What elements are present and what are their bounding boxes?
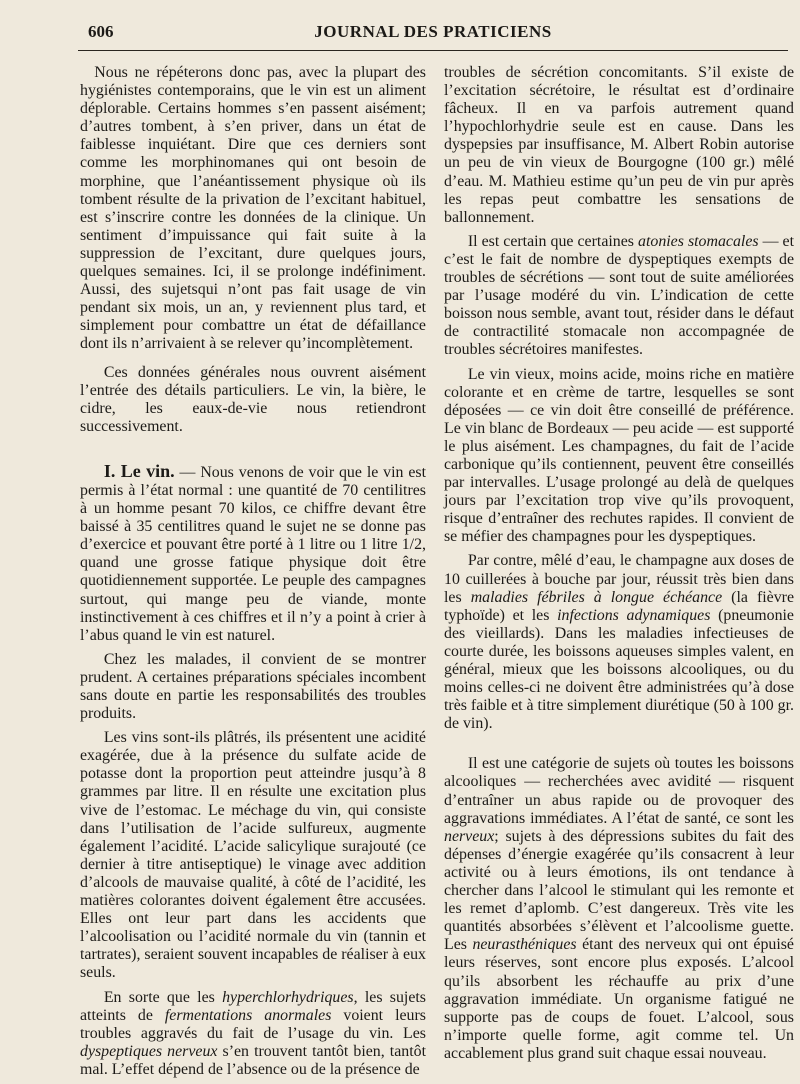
paragraph-text: (la fièvre typhoïde) et les <box>444 588 795 624</box>
right-column <box>444 64 794 1063</box>
paragraph <box>444 755 794 1063</box>
paragraph-text: s’en trouvent tantôt bien, tantôt mal. L’effet dépend de l’absence ou de la présence de <box>80 1042 426 1078</box>
italic-term: hyperchlorhydriques <box>222 988 354 1006</box>
italic-term: nerveux <box>444 827 495 845</box>
italic-term: atonies stomacales <box>638 232 759 250</box>
italic-term: dyspeptiques nerveux <box>80 1042 218 1060</box>
paragraph-text: Par contre, mêlé d’eau, le champagne aux doses de 10 cuillerées à bouche par jour, réussit très bien dans les <box>444 552 794 606</box>
paragraph: Le vin vieux, moins acide, moins riche en matière colorante et en crème de tartre, lesquelles se sont déposées — ce vin doit être conseillé de préférence. Le vin blanc de Bordeaux — peu acide — est supporté le plus aisément. Les champagnes, du fait de l’acide carbonique qu’ils contiennent, peuvent être conseillés par intervalles. L’usage prolongé au delà de quelques jours par l’excitation trop vive qu’ils provoquent, risque d’entraîner des rechutes rapides. Il convient de se méfier des champagnes pour les dyspeptiques. <box>444 365 794 546</box>
paragraph-text: voient leurs troubles aggravés du fait de l’usage du vin. Les <box>80 1006 426 1042</box>
journal-title: JOURNAL DES PRATICIENS <box>314 22 552 41</box>
paragraph-text: , les sujets atteints de <box>80 988 426 1024</box>
italic-term: infections adynamiques <box>557 606 711 624</box>
page-number: 606 <box>88 22 114 41</box>
paragraph-text: Il est certain que certaines <box>467 232 639 250</box>
paragraph: Les vins sont-ils plâtrés, ils présentent une acidité exagérée, due à la présence du sulfate acide de potasse dont la proportion peut atteindre jusqu’à 8 grammes par litre. Il en résulte une excitation plus vive de l’estomac. Le méchage du vin, qui consiste dans l’utilisation de l’acide sulfureux, augmente également l’acidité. L’acide salicylique surajouté (ce dernier à titre antiseptique) le vinage avec addition d’alcools de mauvaise qualité, à côté de l’acidité, les matières colorantes doivent également être accusées. Elles ont leur part dans les accidents que l’alcoolisation ou l’acidité normale du vin (tannin et tartrates), seraient souvent incapables de réaliser à eux seuls. <box>80 729 426 982</box>
paragraph <box>444 233 794 360</box>
paragraph-text: ; sujets à des dépressions subites du fait des dépenses d’énergie exagérée qu’ils consacrent à leur activité ou à leurs émotions, ils ont tendance à chercher dans l’alcool le stimulant qui les remonte et les remet d’aplomb. C’est dangereux. Très vite les quantités absorbées s’élèvent et l’alcoolisme guette. Les <box>444 827 794 954</box>
paragraph-text: — Nous venons de voir que le vin est permis à l’état normal : une quantité de 70 centilitres à un homme pesant 70 kilos, ce chiffre devant être baissé à 35 centilitres quand le sujet ne se donne pas d’exercice et pouvant être porté à 1 litre ou 1 litre 1/2, quand une grosse fatique physique doit être quotidiennement supportée. Le peuple des campagnes surtout, qui mange peu de viande, monte instinctivement à ces chiffres et il n’y a point à crier à l’abus quand le vin est naturel. <box>80 463 426 644</box>
paragraph: Ces données générales nous ouvrent aisément l’entrée des détails particuliers. Le vin, la bière, le cidre, les eaux-de-vie nous retiendront successivement. <box>80 363 426 435</box>
paragraph: Nous ne répéterons donc pas, avec la plupart des hygiénistes contemporains, que le vin est un aliment déplorable. Certains hommes s’en passent aisément; d’autres tombent, à s’en priver, dans un état de faiblesse inquiétant. Dire que ces derniers sont comme les morphinomanes qui ont besoin de morphine, que l’anéantissement physique où ils tombent résulte de la privation de l’excitant habituel, est s’inscrire contre les données de la clinique. Un sentiment d’impuissance qui fait suite à la suppression de l’excitant, dure quelques jours, quelques semaines. Ici, il se prolonge indéfiniment. Aussi, des sujetsqui n’ont pas fait usage de vin pendant six mois, un an, y reviennent plus tard, et simplement pour combattre un état de défaillance dont ils n’arrivaient à se relever qu’incomplètement. <box>80 64 426 353</box>
italic-term: fermentations anormales <box>164 1006 332 1024</box>
paragraph <box>80 989 426 1079</box>
paragraph-text: — et c’est le fait de nombre de dyspeptiques exempts de troubles de sécrétions — sont tout de suite améliorées par l’usage modéré du vin. L’indication de cette boisson nous semble, avant tout, résider dans le défaut de contractilité stomacale non accompagnée de troubles sécrétoires manifestes. <box>444 232 795 359</box>
page-header <box>78 22 788 44</box>
paragraph: Chez les malades, il convient de se montrer prudent. A certaines préparations spéciales incombent sans doute en partie les responsabilités des troubles produits. <box>80 650 426 723</box>
paragraph-text: étant des nerveux qui ont épuisé leurs réserves, sont encore plus exposés. L’alcool qu’ils absorbent les réchauffe au prix d’une aggravation immédiate. Un organisme fatigué ne supporte pas de coups de fouet. L’alcool, sous n’importe quelle forme, agit comme tel. Un accablement plus grand suit chaque essai nouveau. <box>444 936 794 1062</box>
paragraph-text: Il est une catégorie de sujets où toutes les boissons alcooliques — recherchées avec avidité — risquent d’entraîner un abus rapide ou de provoquer des aggravations immédiates. A l’état de santé, ce sont les <box>444 755 794 827</box>
paragraph <box>444 552 794 733</box>
paragraph-text: (pneumonie des vieillards). Dans les maladies infectieuses de courte durée, les boissons aqueuses simples valent, en général, mieux que les boissons alcooliques, ou du moins celles-ci ne doivent être administrées qu’à dose très faible et à titre simplement diurétique (50 à 100 gr. de vin). <box>444 606 794 733</box>
section-paragraph <box>80 462 426 645</box>
paragraph-text: En sorte que les <box>103 988 223 1006</box>
paragraph: troubles de sécrétion concomitants. S’il existe de l’excitation sécrétoire, le résultat est d’ordinaire fâcheux. Il en va parfois autrement quand l’hypochlorhydrie seule est en cause. Dans les dyspepsies par insuffisance, M. Albert Robin autorise un peu de vin vieux de Bourgogne (100 gr.) mêlé d’eau. M. Mathieu estime qu’un peu de vin pur après les repas peut combattre les sensations de ballonnement. <box>444 64 794 226</box>
italic-term: maladies fébriles à longue échéance <box>470 588 723 606</box>
section-heading: I. Le vin. <box>103 460 175 481</box>
italic-term: neurasthéniques <box>472 936 577 954</box>
header-rule <box>78 50 788 51</box>
left-column <box>80 64 426 1079</box>
